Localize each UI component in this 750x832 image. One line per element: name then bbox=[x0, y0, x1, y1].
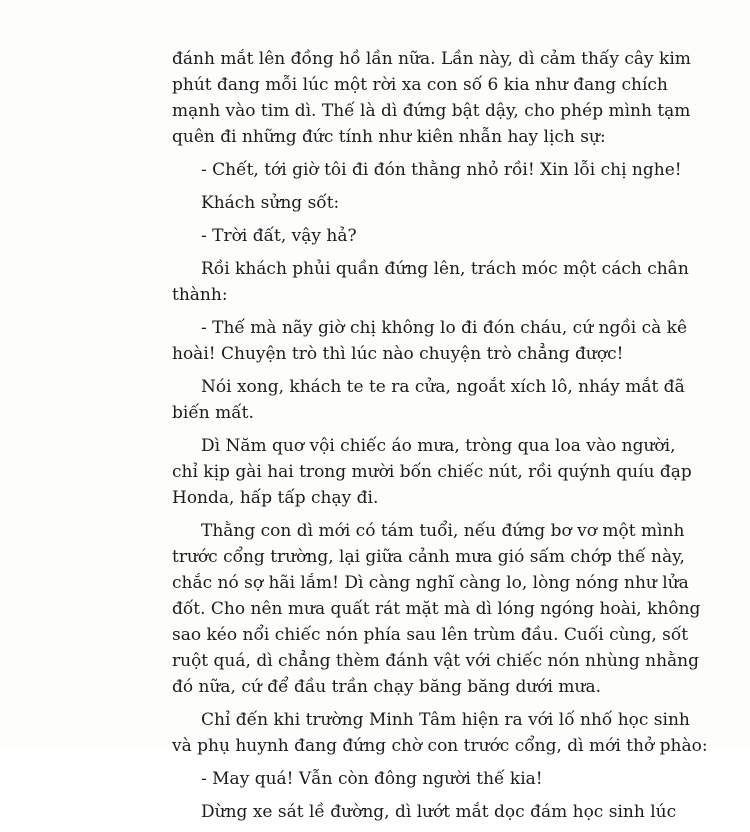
text-line: trước cổng trường, lại giữa cảnh mưa gió sấm chớp thế này, bbox=[172, 547, 685, 567]
text-line: Rồi khách phủi quần đứng lên, trách móc một cách chân bbox=[201, 259, 689, 279]
text-line: Nói xong, khách te te ra cửa, ngoắt xích lô, nháy mắt đã bbox=[201, 377, 685, 397]
text-line: Thằng con dì mới có tám tuổi, nếu đứng bơ vơ một mình bbox=[201, 521, 685, 541]
paragraph bbox=[172, 157, 682, 183]
paragraph bbox=[172, 315, 688, 367]
text-line: sao kéo nổi chiếc nón phía sau lên trùm đầu. Cuối cùng, sốt bbox=[172, 625, 689, 645]
paragraph bbox=[172, 707, 708, 759]
paragraph bbox=[172, 799, 677, 825]
paragraph bbox=[172, 374, 685, 426]
text-line: Chỉ đến khi trường Minh Tâm hiện ra với lố nhố học sinh bbox=[201, 710, 690, 730]
paragraph bbox=[172, 256, 689, 308]
text-line: hoài! Chuyện trò thì lúc nào chuyện trò chẳng được! bbox=[172, 344, 624, 364]
text-line: mạnh vào tim dì. Thế là dì đứng bật dậy, cho phép mình tạm bbox=[172, 101, 691, 121]
text-line: - Thế mà nãy giờ chị không lo đi đón cháu, cứ ngồi cà kê bbox=[201, 318, 688, 338]
body-text bbox=[172, 46, 708, 832]
text-line: thành: bbox=[172, 285, 228, 305]
text-line: Dì Năm quơ vội chiếc áo mưa, tròng qua loa vào người, bbox=[201, 436, 676, 456]
text-line: đốt. Cho nên mưa quất rát mặt mà dì lóng ngóng hoài, không bbox=[172, 599, 701, 619]
text-line: phút đang mỗi lúc một rời xa con số 6 kia như đang chích bbox=[172, 75, 668, 95]
text-line: quên đi những đức tính như kiên nhẫn hay lịch sự: bbox=[172, 127, 606, 147]
paragraph bbox=[172, 190, 652, 216]
text-line: biến mất. bbox=[172, 403, 254, 423]
paragraph bbox=[172, 223, 652, 249]
text-line: chỉ kịp gài hai trong mười bốn chiếc nút, rồi quýnh quíu đạp bbox=[172, 462, 692, 482]
text-line: đánh mắt lên đồng hồ lần nữa. Lần này, dì cảm thấy cây kim bbox=[172, 49, 691, 69]
text-line: - May quá! Vẫn còn đông người thế kia! bbox=[201, 769, 543, 789]
text-line: chắc nó sợ hãi lắm! Dì càng nghĩ càng lo, lòng nóng như lửa bbox=[172, 573, 689, 593]
text-line: - Chết, tới giờ tôi đi đón thằng nhỏ rồi! Xin lỗi chị nghe! bbox=[201, 160, 682, 180]
text-line: Khách sửng sốt: bbox=[201, 193, 340, 213]
paragraph bbox=[172, 46, 691, 150]
text-line: ruột quá, dì chẳng thèm đánh vật với chiếc nón nhùng nhằng bbox=[172, 651, 699, 671]
text-line: - Trời đất, vậy hả? bbox=[201, 226, 357, 246]
text-line: Dừng xe sát lề đường, dì lướt mắt dọc đám học sinh lúc bbox=[201, 802, 677, 822]
paragraph bbox=[172, 518, 701, 700]
paragraph bbox=[172, 433, 692, 511]
text-line: và phụ huynh đang đứng chờ con trước cổng, dì mới thở phào: bbox=[172, 736, 708, 756]
paragraph bbox=[172, 766, 652, 792]
text-line: đó nữa, cứ để đầu trần chạy băng băng dưới mưa. bbox=[172, 677, 601, 697]
text-line: Honda, hấp tấp chạy đi. bbox=[172, 488, 379, 508]
